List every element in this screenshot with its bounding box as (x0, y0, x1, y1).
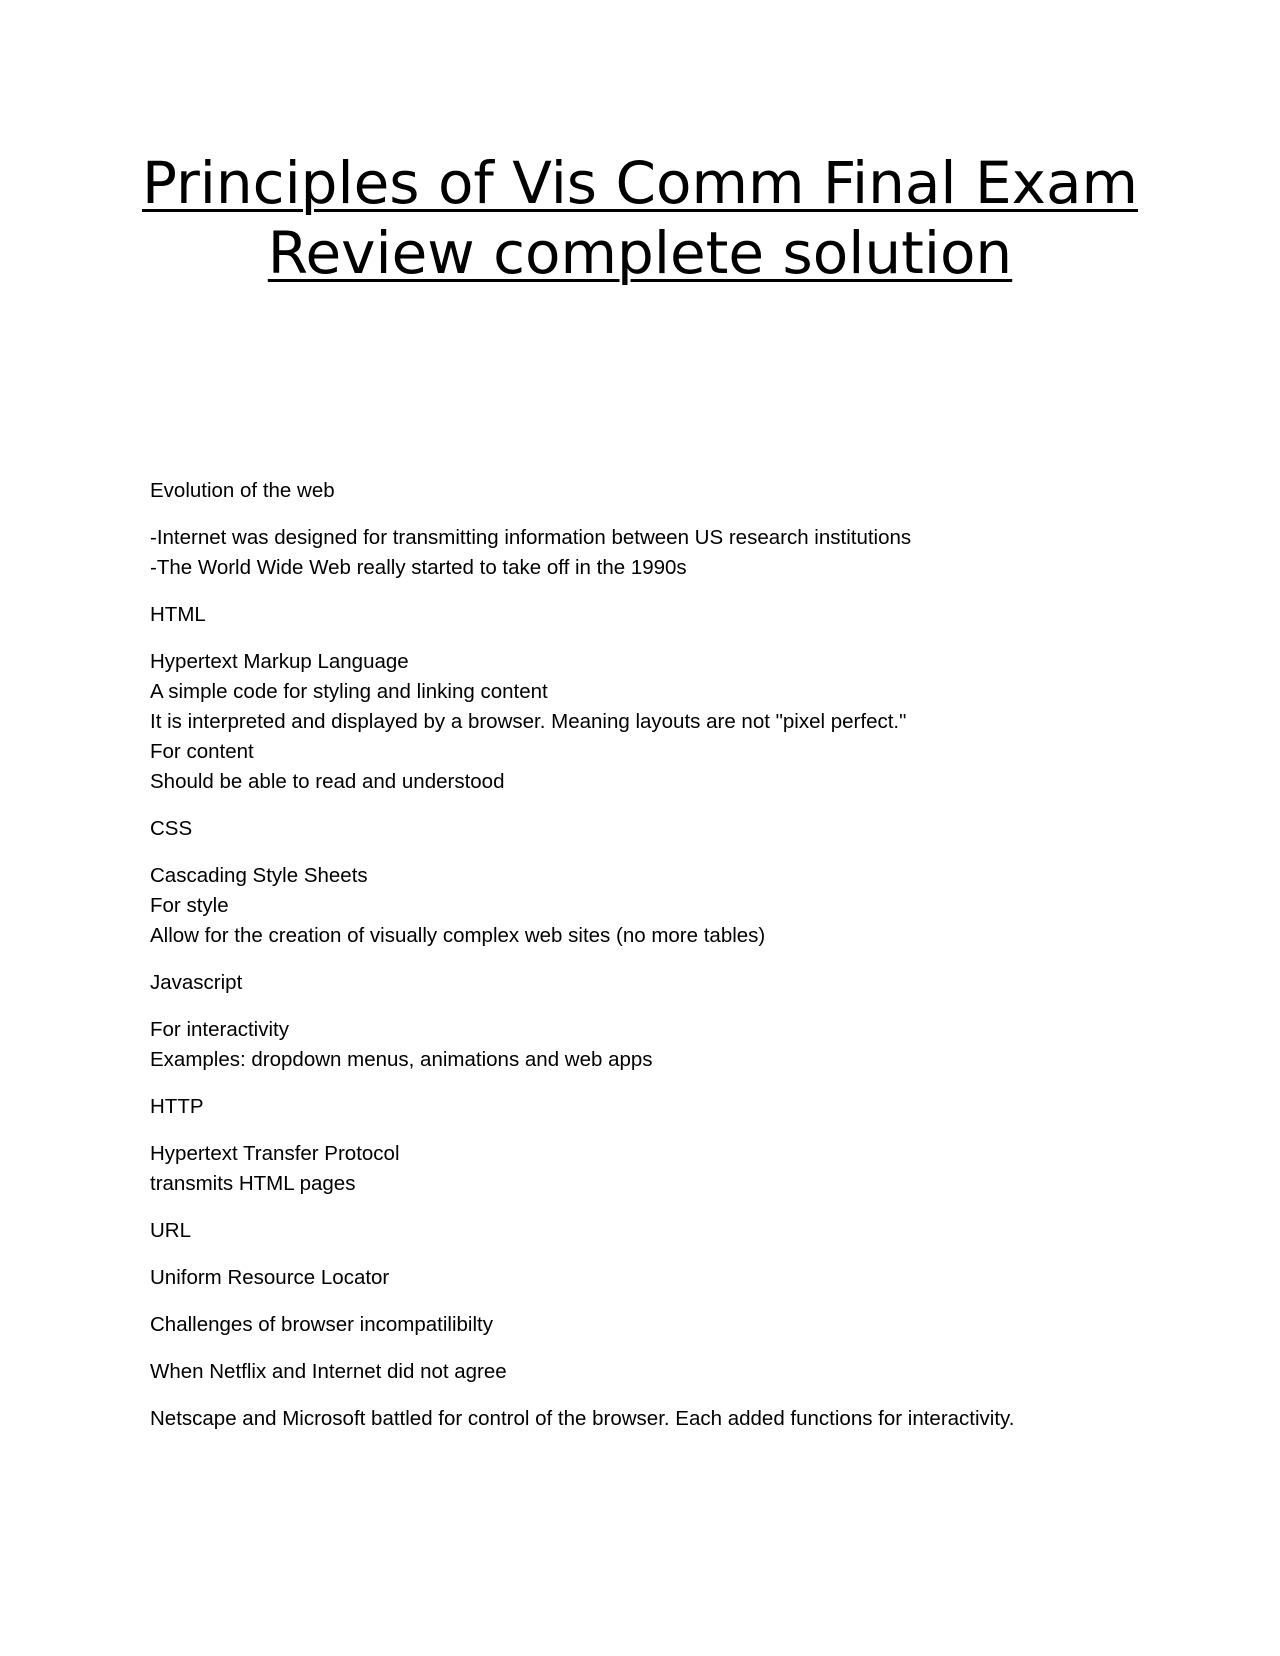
text-line: For content (150, 740, 254, 763)
text-line: Challenges of browser incompatilibilty (150, 1313, 493, 1336)
paragraph (150, 1310, 1150, 1340)
document-title-line: Review complete solution (267, 219, 1013, 287)
text-line: Uniform Resource Locator (150, 1266, 390, 1289)
paragraph (150, 1263, 1150, 1293)
paragraph (150, 1404, 1150, 1434)
paragraph (150, 523, 1150, 583)
paragraph-heading (150, 1092, 1150, 1122)
paragraph-heading (150, 814, 1150, 844)
text-line: Examples: dropdown menus, animations and web apps (150, 1048, 653, 1071)
paragraph (150, 647, 1150, 797)
text-line: Netscape and Microsoft battled for control of the browser. Each added functions for interactivity. (150, 1407, 1015, 1430)
paragraph (150, 1139, 1150, 1199)
text-line: Hypertext Markup Language (150, 650, 409, 673)
document-body (150, 476, 1150, 1451)
text-line: For interactivity (150, 1018, 289, 1041)
paragraph-heading (150, 476, 1150, 506)
text-line: Hypertext Transfer Protocol (150, 1142, 400, 1165)
paragraph (150, 861, 1150, 951)
text-line: CSS (150, 817, 193, 840)
text-line: HTML (150, 603, 206, 626)
text-line: When Netflix and Internet did not agree (150, 1360, 507, 1383)
text-line: A simple code for styling and linking content (150, 680, 548, 703)
text-line: -Internet was designed for transmitting information between US research institutions (150, 526, 912, 549)
text-line: Cascading Style Sheets (150, 864, 368, 887)
text-line: Evolution of the web (150, 479, 335, 502)
paragraph-heading (150, 968, 1150, 998)
paragraph-heading (150, 1216, 1150, 1246)
text-line: -The World Wide Web really started to take off in the 1990s (150, 556, 687, 579)
text-line: HTTP (150, 1095, 204, 1118)
text-line: transmits HTML pages (150, 1172, 356, 1195)
text-line: It is interpreted and displayed by a browser. Meaning layouts are not "pixel perfect." (150, 710, 907, 733)
text-line: Javascript (150, 971, 243, 994)
paragraph (150, 1357, 1150, 1387)
text-line: Should be able to read and understood (150, 770, 505, 793)
text-line: URL (150, 1219, 192, 1242)
document-title-line: Principles of Vis Comm Final Exam (142, 149, 1138, 217)
paragraph (150, 1015, 1150, 1075)
paragraph-heading (150, 600, 1150, 630)
text-line: Allow for the creation of visually complex web sites (no more tables) (150, 924, 766, 947)
document-title (100, 148, 1180, 288)
text-line: For style (150, 894, 229, 917)
